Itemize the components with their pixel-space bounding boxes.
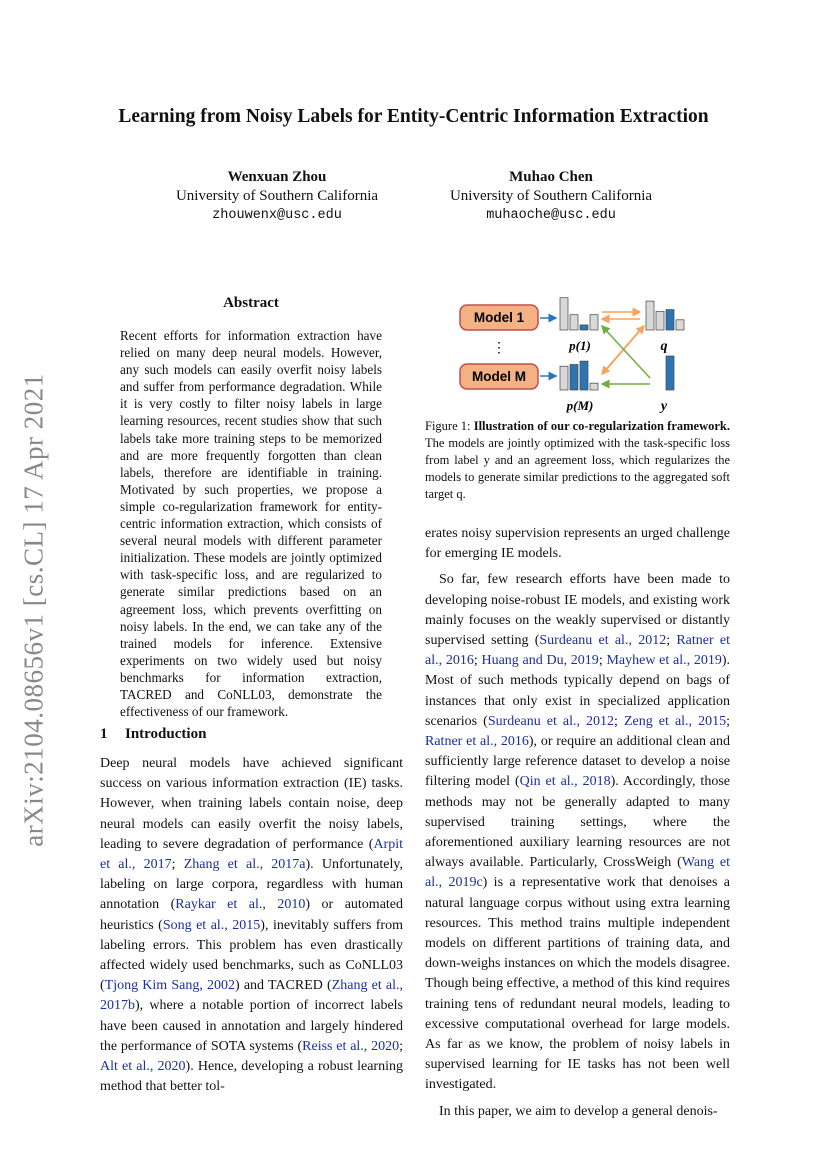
q-bar-2: [666, 310, 674, 330]
introduction-left-column: [100, 754, 403, 1097]
citation-link[interactable]: Zhang et al., 2017b: [100, 978, 403, 1014]
citation-link[interactable]: Ratner et al., 2016: [425, 734, 529, 750]
abstract-text: Recent efforts for information extraction have relied on many deep neural models. However, any such models can easily overfit noisy labels and suffer from performance degradation. While it is very costly to filter noisy labels in large learning resources, recent studies show that such labels take more training steps to be memorized and are more frequently forgotten than clean labels, therefore are identifiable in training. Motivated by such properties, we propose a simple co-regularization framework for entity-centric information extraction, which consists of several neural models with different parameter initialization. These models are jointly optimized with task-specific loss, and are regularized to generate similar predictions based on an agreement loss, which prevents overfitting on noisy labels. In the end, we can take any of the trained models for inference. Extensive experiments on two widely used but noisy benchmarks for information extraction, TACRED and CoNLL03, demonstrate the effectiveness of our framework.: [120, 328, 382, 720]
citation-link[interactable]: Song et al., 2015: [162, 917, 261, 933]
right-column: [425, 524, 730, 1122]
author-affiliation: University of Southern California: [175, 188, 379, 204]
citation-link[interactable]: Zeng et al., 2015: [623, 713, 727, 729]
intro-paragraph: Deep neural models have achieved significant success on various information extraction (IE) tasks. However, when training labels contain noise, deep neural models can easily overfit the noisy labels, leading to severe degradation of performance (Arpit et al., 2017; Zhang et al., 2017a). Unfortunately, labeling on large corpora, regardless with human annotation (Raykar et al., 2010) or automated heuristics (Song et al., 2015), inevitably suffers from labeling errors. This problem has even drastically affected widely used benchmarks, such as CoNLL03 (Tjong Kim Sang, 2002) and TACRED (Zhang et al., 2017b), where a notable portion of incorrect labels have been caused in annotation and largely hindered the performance of SOTA systems (Reiss et al., 2020; Alt et al., 2020). Hence, developing a robust learning method that better tol-: [100, 756, 404, 1095]
p1-bar-2: [580, 325, 588, 330]
author-email[interactable]: muhaoche@usc.edu: [486, 208, 616, 223]
p1-bar-1: [570, 315, 578, 330]
citation-link[interactable]: Arpit et al., 2017: [100, 836, 403, 873]
paper-title: Learning from Noisy Labels for Entity-Centric Information Extraction: [118, 106, 709, 127]
y-bar-2: [666, 356, 674, 390]
author-name: Wenxuan Zhou: [227, 169, 327, 185]
citation-link[interactable]: Ratner et al., 2016: [425, 633, 731, 669]
y-label: y: [660, 399, 668, 414]
paragraph: So far, few research efforts have been made to developing noise-robust IE models, and existing work mainly focuses on the weakly supervised or distantly supervised setting (Surdeanu et al., 2012; Ratner et al., 2016; Huang and Du, 2019; Mayhew et al., 2019). Most of such methods typically depend on bags of instances that only exist in specialized application scenarios (Surdeanu et al., 2012; Zeng et al., 2015; Ratner et al., 2016), or require an additional clean and sufficiently large reference dataset to develop a noise filtering model (Qin et al., 2018). Accordingly, those methods may not be generally adapted to many supervised training settings, where the aforementioned auxiliary learning resources are not always available. Particularly, CrossWeigh (Wang et al., 2019c) is a representative work that denoises a natural language corpus without using extra learning resources. This method trains multiple independent models on different partitions of training data, and down-weighs instances on which the models disagree. Though being effective, a method of this kind requires training tens of redundant neural models, leading to excessive computational overhead for large models. As far as we know, the problem of noisy labels in supervised learning for IE tasks has not been well investigated.: [425, 572, 731, 1093]
citation-link[interactable]: Surdeanu et al., 2012: [539, 633, 667, 649]
q-bar-1: [656, 311, 664, 330]
model-m-label: Model M: [472, 369, 526, 384]
citation-link[interactable]: Tjong Kim Sang, 2002: [104, 978, 236, 994]
author-name: Muhao Chen: [509, 169, 593, 185]
paragraph: erates noisy supervision represents an urged challenge for emerging IE models.: [425, 526, 730, 562]
paragraph: In this paper, we aim to develop a general denois-: [439, 1103, 718, 1119]
section-number: 1: [100, 726, 108, 742]
q-bar-0: [646, 301, 654, 330]
bar-group-y: [666, 356, 674, 390]
pm-bar-2: [580, 361, 588, 390]
caption-title: Illustration of our co-regularization framework.: [473, 419, 730, 433]
citation-link[interactable]: Raykar et al., 2010: [175, 897, 306, 913]
bar-group-p1: [560, 298, 598, 330]
citation-link[interactable]: Surdeanu et al., 2012: [487, 713, 615, 729]
bar-group-q: [646, 301, 684, 330]
figure-1-caption: [425, 418, 730, 503]
abstract-heading: Abstract: [223, 295, 279, 311]
figure-1: [452, 290, 702, 415]
abstract-body: [120, 327, 382, 720]
section-heading-introduction: [100, 726, 206, 743]
q-bar-3: [676, 320, 684, 330]
vertical-dots: ⋮: [492, 341, 506, 356]
author-affiliation: University of Southern California: [449, 188, 653, 204]
bar-group-pm: [560, 361, 598, 390]
arxiv-sidebar: [14, 360, 54, 860]
citation-link[interactable]: Huang and Du, 2019: [481, 653, 599, 669]
citation-link[interactable]: Qin et al., 2018: [519, 774, 611, 790]
pm-bar-0: [560, 366, 568, 390]
section-title: Introduction: [125, 726, 207, 742]
citation-link[interactable]: Mayhew et al., 2019: [606, 653, 722, 669]
co-regularization-diagram: [452, 290, 702, 415]
author-block-1: [127, 168, 427, 225]
caption-label: Figure 1:: [425, 419, 474, 433]
author-block-2: [401, 168, 701, 225]
pm-bar-1: [570, 365, 578, 391]
author-email[interactable]: zhouwenx@usc.edu: [212, 208, 342, 223]
p1-bar-3: [590, 315, 598, 330]
model-1-label: Model 1: [473, 310, 525, 325]
q-label: q: [660, 339, 668, 354]
arxiv-identifier: arXiv:2104.08656v1 [cs.CL] 17 Apr 2021: [18, 373, 49, 847]
p1-label: p(1): [569, 338, 591, 353]
arrow-q-to-pm: [602, 330, 640, 374]
citation-link[interactable]: Zhang et al., 2017a: [183, 857, 306, 873]
caption-text: The models are jointly optimized with the task-specific loss from label y and an agreement loss, which regularizes the models to generate similar predictions to the aggregated soft target q.: [425, 436, 730, 501]
citation-link[interactable]: Wang et al., 2019c: [425, 855, 730, 891]
pm-bar-3: [590, 383, 598, 390]
pm-label: p(M): [566, 398, 594, 413]
citation-link[interactable]: Alt et al., 2020: [100, 1059, 186, 1075]
p1-bar-0: [560, 298, 568, 330]
arrow-y-to-p1: [602, 326, 650, 378]
citation-link[interactable]: Reiss et al., 2020: [302, 1038, 400, 1054]
